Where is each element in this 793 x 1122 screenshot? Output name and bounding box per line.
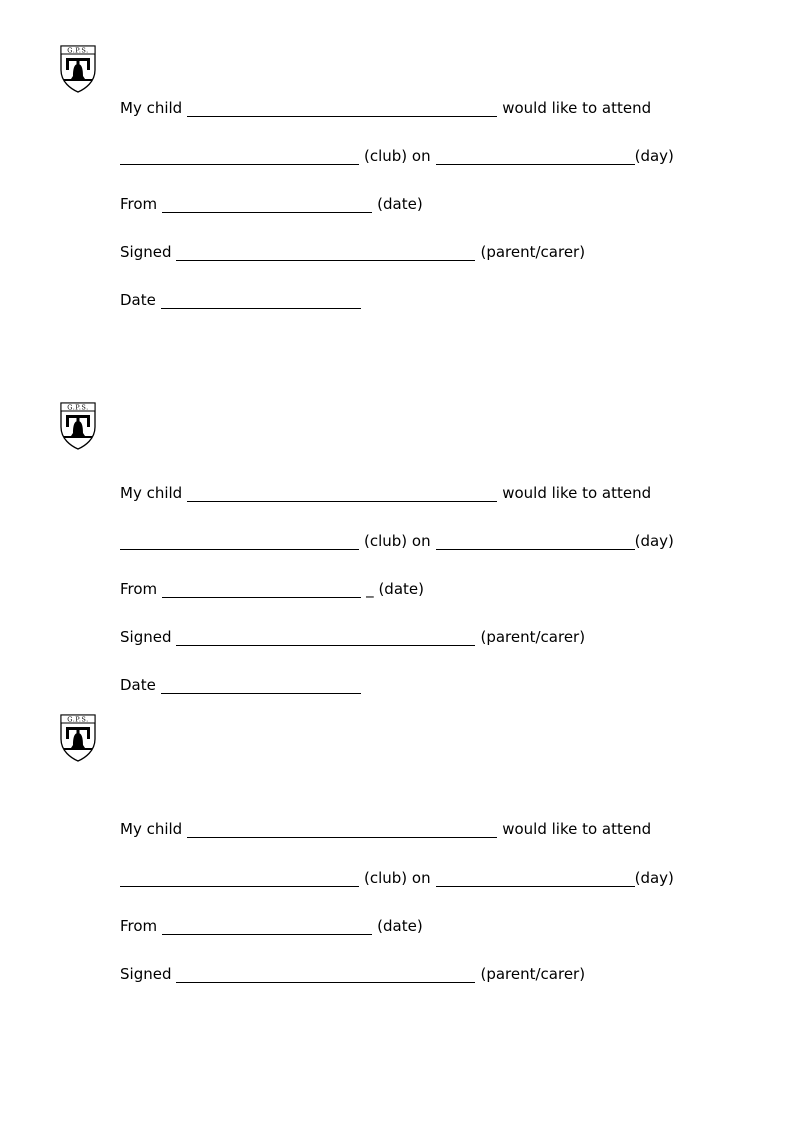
club-field[interactable] [120,149,359,165]
parent-text: (parent/carer) [480,243,586,261]
form-2-signed-line [120,626,585,646]
from-label: From [120,580,158,598]
signed-label: Signed [120,628,172,646]
school-crest-logo [59,45,97,93]
date-suffix: (date) [377,917,423,935]
day-text: (day) [634,147,674,165]
form-1-from-line [120,193,423,213]
signature-field[interactable] [176,967,475,983]
child-label: My child [120,820,183,838]
crest-text: G.P.S. [67,46,89,55]
club-text: (club) on [364,869,431,887]
signed-label: Signed [120,965,172,983]
from-date-field[interactable] [162,582,361,598]
signed-label: Signed [120,243,172,261]
day-text: (day) [634,869,674,887]
form-1-date-line [120,289,361,309]
signature-field[interactable] [176,630,475,646]
from-date-field[interactable] [162,197,372,213]
date-label: Date [120,676,156,694]
day-field[interactable] [436,149,635,165]
signature-field[interactable] [176,245,475,261]
day-text: (day) [634,532,674,550]
child-name-field[interactable] [187,486,497,502]
form-3-club-line [120,867,674,887]
form-1-club-line [120,145,674,165]
form-3-child-line [120,818,651,838]
date-suffix: _ (date) [366,580,424,598]
form-2-date-line [120,674,361,694]
from-date-field[interactable] [162,919,372,935]
from-label: From [120,195,158,213]
crest-text: G.P.S. [67,715,89,724]
school-crest-logo [59,402,97,450]
attend-text: would like to attend [502,99,652,117]
date-suffix: (date) [377,195,423,213]
form-2-child-line [120,482,651,502]
child-label: My child [120,484,183,502]
child-name-field[interactable] [187,822,497,838]
from-label: From [120,917,158,935]
club-field[interactable] [120,871,359,887]
form-1-signed-line [120,241,585,261]
form-3-signed-line [120,963,585,983]
parent-text: (parent/carer) [480,965,586,983]
date-label: Date [120,291,156,309]
form-2-from-line [120,578,424,598]
club-text: (club) on [364,147,431,165]
attend-text: would like to attend [502,820,652,838]
crest-text: G.P.S. [67,403,89,412]
child-label: My child [120,99,183,117]
date-field[interactable] [161,678,361,694]
club-text: (club) on [364,532,431,550]
attend-text: would like to attend [502,484,652,502]
child-name-field[interactable] [187,101,497,117]
form-3-from-line [120,915,423,935]
date-field[interactable] [161,293,361,309]
club-field[interactable] [120,534,359,550]
form-1-child-line [120,97,651,117]
parent-text: (parent/carer) [480,628,586,646]
form-2-club-line [120,530,674,550]
day-field[interactable] [436,871,635,887]
day-field[interactable] [436,534,635,550]
school-crest-logo [59,714,97,762]
